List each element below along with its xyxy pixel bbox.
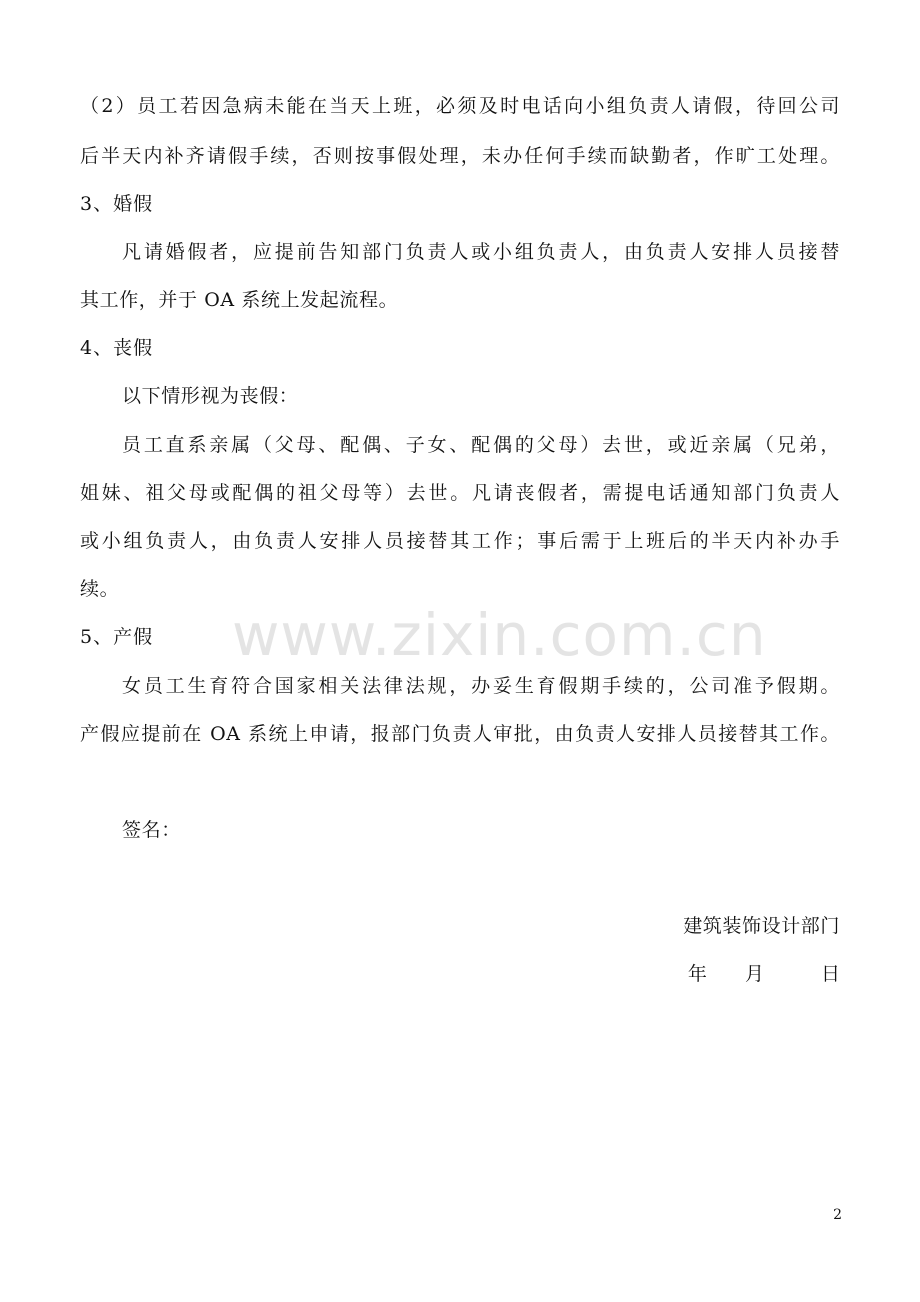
heading-funeral-leave: 4、丧假 [80,337,154,359]
department-name: 建筑装饰设计部门 [683,915,840,937]
page-number: 2 [833,1207,842,1223]
paragraph-maternity-leave-line-2: 产假应提前在 OA 系统上申请，报部门负责人审批，由负责人安排人员接替其工作。 [80,723,840,745]
watermark: www.zixin.com.cn [232,601,767,669]
paragraph-funeral-intro: 以下情形视为丧假： [122,385,299,407]
paragraph-funeral-leave-line-3: 或小组负责人，由负责人安排人员接替其工作；事后需于上班后的半天内补办手 [80,530,840,552]
paragraph-marriage-leave-line-2: 其工作，并于 OA 系统上发起流程。 [80,289,399,311]
signature-label: 签名： [122,819,181,841]
date-year-label: 年 [687,963,707,985]
paragraph-funeral-leave-line-4: 续。 [80,578,120,600]
date-month-label: 月 [744,963,764,985]
date-day-label: 日 [820,963,840,985]
paragraph-sick-leave-line-2: 后半天内补齐请假手续，否则按事假处理，未办任何手续而缺勤者，作旷工处理。 [80,145,840,167]
paragraph-sick-leave-line-1: （2）员工若因急病未能在当天上班，必须及时电话向小组负责人请假，待回公司 [80,95,840,117]
paragraph-maternity-leave-line-1: 女员工生育符合国家相关法律法规，办妥生育假期手续的，公司准予假期。 [122,675,840,697]
date-line [688,962,840,986]
heading-maternity-leave: 5、产假 [80,626,154,648]
paragraph-marriage-leave-line-1: 凡请婚假者，应提前告知部门负责人或小组负责人，由负责人安排人员接替 [122,241,840,263]
heading-marriage-leave: 3、婚假 [80,193,154,215]
paragraph-funeral-leave-line-2: 姐妹、祖父母或配偶的祖父母等）去世。凡请丧假者，需提电话通知部门负责人 [80,482,840,504]
paragraph-funeral-leave-line-1: 员工直系亲属（父母、配偶、子女、配偶的父母）去世，或近亲属（兄弟， [122,434,840,456]
